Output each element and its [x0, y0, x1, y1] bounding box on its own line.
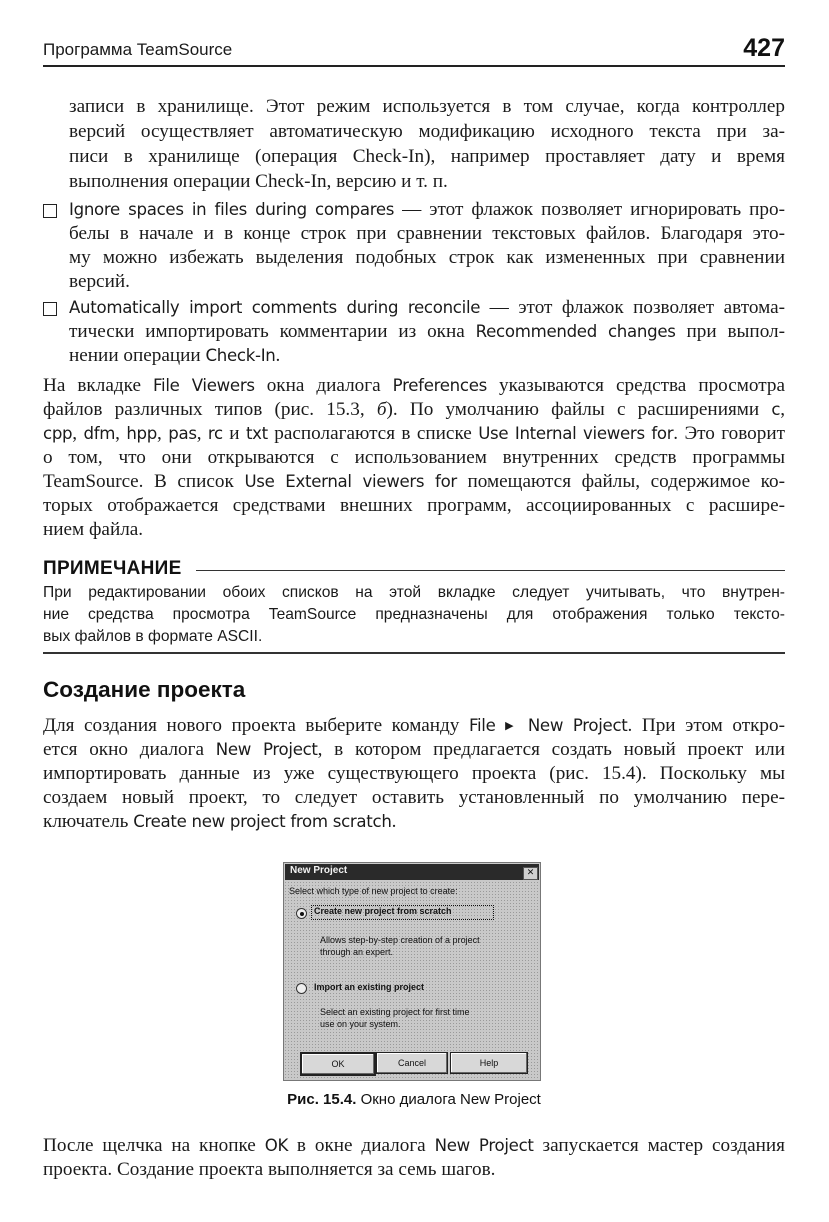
bullet1-line-3: му можно избежать выделения подобных строк как измененных при сравнении [69, 247, 785, 268]
last-para-line-2: проекта. Создание проекта выполняется за семь шагов. [43, 1159, 496, 1180]
bullet-checkbox-icon [43, 302, 57, 316]
caption-text: Окно диалога New Project [356, 1091, 541, 1108]
para2-line-4: о том, что они открываются с использованием внутренних средств программы [43, 447, 785, 468]
note-rule-bottom [43, 652, 785, 654]
option-create-new-label[interactable]: Create new project from scratch [314, 906, 452, 916]
bullet1-term: Ignore spaces in files during compares [69, 200, 395, 219]
radio-create-new[interactable] [296, 908, 307, 919]
cancel-button[interactable]: Cancel [376, 1052, 448, 1074]
section-line-4: создаем новый проект, то следует оставить установленный по умолчанию пере- [43, 787, 785, 808]
option-create-new-desc-1: Allows step-by-step creation of a project [320, 935, 480, 945]
bullet1-line-2: белы в начале и в конце строк при сравнении текстовых файлов. Благодаря это- [69, 223, 785, 244]
header-rule [43, 65, 785, 67]
bullet2-term: Automatically import comments during reconcile [69, 298, 481, 317]
section-line-1: Для создания нового проекта выберите команду File ▶ New Project. При этом откро- [43, 715, 785, 736]
option-import-desc-2: use on your system. [320, 1019, 401, 1029]
bullet2-line-2: тически импортировать комментарии из окна Recommended changes при выпол- [69, 321, 786, 342]
bullet1-line-4: версий. [69, 271, 130, 292]
radio-import-existing[interactable] [296, 983, 307, 994]
para2-line-5: TeamSource. В список Use External viewers for помещаются файлы, содержимое ко- [43, 471, 785, 492]
note-rule-top [196, 570, 785, 571]
section-line-5: ключатель Create new project from scratch. [43, 811, 397, 832]
bullet-checkbox-icon [43, 204, 57, 218]
figure-caption [43, 1091, 785, 1108]
note-line-3: вых файлов в формате ASCII. [43, 628, 263, 645]
page-number: 427 [743, 34, 785, 62]
para1-line-3: писи в хранилище (операция Check-In), например проставляет дату и время [69, 146, 785, 167]
note-heading: ПРИМЕЧАНИЕ [43, 558, 182, 579]
para1-line-4: выполнения операции Check-In, версию и т. п. [69, 171, 448, 192]
section-line-3: импортировать данные из уже существующего проекта (рис. 15.4). Поскольку мы [43, 763, 785, 784]
para2-line-1: На вкладке File Viewers окна диалога Preferences указываются средства просмотра [43, 375, 785, 396]
section-line-2: ется окно диалога New Project, в котором предлагается создать новый проект или [43, 739, 785, 760]
menu-arrow-icon: ▶ [505, 720, 519, 732]
new-project-dialog-figure [283, 862, 541, 1081]
bullet2-line-3: нении операции Check-In. [69, 345, 281, 366]
para2-line-2: файлов различных типов (рис. 15.3, б). По умолчанию файлы с расширениями c, [43, 399, 786, 420]
note-line-1: При редактировании обоих списков на этой вкладке следует учитывать, что внутрен- [43, 584, 785, 601]
dialog-title-bar [285, 864, 539, 880]
dialog-prompt: Select which type of new project to create: [289, 886, 458, 896]
para1-line-1: записи в хранилище. Этот режим используется в том случае, когда контроллер [69, 96, 785, 117]
close-icon[interactable]: ✕ [523, 867, 538, 880]
last-para-line-1: После щелчка на кнопке OK в окне диалога New Project запускается мастер создания [43, 1135, 785, 1156]
option-import-desc-1: Select an existing project for first time [320, 1007, 470, 1017]
para2-line-7: нием файла. [43, 519, 144, 540]
para2-line-6: торых отображается средствами внешних программ, ассоциированных с расшире- [43, 495, 785, 516]
dialog-title: New Project [290, 865, 348, 876]
option-import-label[interactable]: Import an existing project [314, 982, 425, 992]
bullet2-line-1: Automatically import comments during reconcile — этот флажок позволяет автома- [69, 297, 785, 318]
option-create-new-desc-2: through an expert. [320, 947, 394, 957]
para1-line-2: версий осуществляет автоматическую модификацию исходного текста при за- [69, 121, 785, 142]
running-title: Программа TeamSource [43, 40, 233, 59]
section-title: Создание проекта [43, 677, 246, 702]
ok-button[interactable]: OK [300, 1052, 376, 1076]
note-line-2: ние средства просмотра TeamSource предназначены для отображения только тексто- [43, 606, 785, 623]
help-button[interactable]: Help [450, 1052, 528, 1074]
caption-label: Рис. 15.4. [287, 1091, 357, 1108]
bullet1-line-1: Ignore spaces in files during compares — этот флажок позволяет игнорировать про- [69, 199, 785, 220]
para2-line-3: cpp, dfm, hpp, pas, rc и txt располагаются в списке Use Internal viewers for. Это говорит [43, 423, 786, 444]
